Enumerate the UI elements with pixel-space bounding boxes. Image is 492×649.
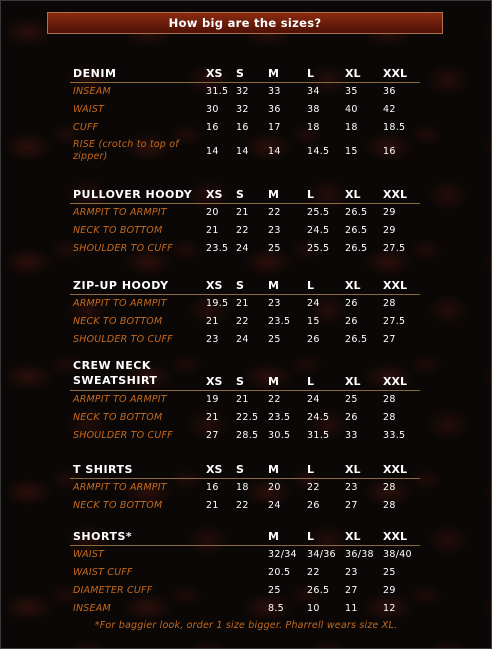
cell-value: 36 [383, 86, 396, 97]
cell-value: 24.5 [307, 412, 330, 423]
cell-value: 23.5 [268, 412, 291, 423]
cell-value: 22 [236, 316, 249, 327]
size-header-l: L [307, 67, 315, 80]
denim-table [70, 66, 420, 167]
size-header-xs: XS [206, 375, 223, 388]
table-row [70, 119, 420, 137]
cell-value: 25 [268, 243, 281, 254]
cell-value: 38 [307, 104, 320, 115]
zip-up-hoody-table [70, 278, 420, 349]
section-title-crew-neck-sweatshirt: CREW NECK SWEATSHIRT [73, 359, 158, 387]
cell-value: 33 [345, 430, 358, 441]
cell-value: 29 [383, 585, 396, 596]
cell-value: 22 [236, 500, 249, 511]
cell-value: 28 [383, 482, 396, 493]
cell-value: 16 [206, 482, 219, 493]
size-footnote: *For baggier look, order 1 size bigger. Pharrell wears size XL. [94, 620, 398, 631]
cell-value: 33.5 [383, 430, 406, 441]
cell-value: 34/36 [307, 549, 336, 560]
cell-value: 21 [206, 316, 219, 327]
size-header-l: L [307, 188, 315, 201]
size-header-s: S [236, 463, 244, 476]
cell-value: 20.5 [268, 567, 291, 578]
table-row [70, 497, 420, 515]
t-shirts-table [70, 462, 420, 515]
size-header-xxl: XXL [383, 279, 407, 292]
cell-value: 26 [345, 316, 358, 327]
section-title-shorts: SHORTS* [73, 530, 133, 543]
cell-value: 25.5 [307, 243, 330, 254]
size-header-xxl: XXL [383, 67, 407, 80]
table-row [70, 391, 420, 409]
cell-value: 28 [383, 394, 396, 405]
cell-value: 24 [236, 243, 249, 254]
cell-value: 36 [268, 104, 281, 115]
cell-value: 25.5 [307, 207, 330, 218]
size-header-l: L [307, 530, 315, 543]
cell-value: 21 [206, 412, 219, 423]
size-header-s: S [236, 375, 244, 388]
size-header-m: M [268, 463, 279, 476]
cell-value: 40 [345, 104, 358, 115]
cell-value: 24 [268, 500, 281, 511]
cell-value: 26 [345, 412, 358, 423]
cell-value: 19 [206, 394, 219, 405]
tshirts-header-row [70, 462, 420, 479]
cell-value: 27 [345, 500, 358, 511]
size-header-xs: XS [206, 463, 223, 476]
zipup-header-row [70, 278, 420, 295]
cell-value: 29 [383, 225, 396, 236]
cell-value: 26 [345, 298, 358, 309]
size-header-xxl: XXL [383, 463, 407, 476]
shorts-header-row [70, 529, 420, 546]
cell-value: 22.5 [236, 412, 259, 423]
section-title-denim: DENIM [73, 67, 117, 80]
cell-value: 18.5 [383, 122, 406, 133]
cell-value: 26 [307, 500, 320, 511]
row-label: SHOULDER TO CUFF [73, 334, 173, 345]
cell-value: 18 [345, 122, 358, 133]
row-label: DIAMETER CUFF [73, 585, 153, 596]
size-header-xs: XS [206, 67, 223, 80]
cell-value: 32 [236, 104, 249, 115]
cell-value: 14 [236, 146, 249, 157]
cell-value: 28.5 [236, 430, 259, 441]
cell-value: 22 [307, 567, 320, 578]
size-header-l: L [307, 279, 315, 292]
row-label: INSEAM [73, 86, 111, 97]
size-header-m: M [268, 530, 279, 543]
row-label: NECK TO BOTTOM [73, 225, 163, 236]
cell-value: 8.5 [268, 603, 285, 614]
cell-value: 22 [236, 225, 249, 236]
cell-value: 24 [307, 394, 320, 405]
size-header-xl: XL [345, 463, 361, 476]
cell-value: 32 [236, 86, 249, 97]
cell-value: 14 [206, 146, 219, 157]
cell-value: 21 [206, 225, 219, 236]
table-row [70, 564, 420, 582]
size-header-m: M [268, 67, 279, 80]
cell-value: 21 [236, 207, 249, 218]
size-header-xxl: XXL [383, 375, 407, 388]
size-header-xl: XL [345, 530, 361, 543]
cell-value: 23 [268, 298, 281, 309]
cell-value: 35 [345, 86, 358, 97]
cell-value: 25 [383, 567, 396, 578]
cell-value: 22 [307, 482, 320, 493]
row-label: NECK TO BOTTOM [73, 412, 163, 423]
section-title-pullover-hoody: PULLOVER HOODY [73, 188, 193, 201]
cell-value: 25 [345, 394, 358, 405]
cell-value: 23 [345, 567, 358, 578]
cell-value: 12 [383, 603, 396, 614]
size-header-xxl: XXL [383, 188, 407, 201]
cell-value: 42 [383, 104, 396, 115]
cell-value: 27.5 [383, 243, 406, 254]
cell-value: 28 [383, 500, 396, 511]
cell-value: 19.5 [206, 298, 229, 309]
cell-value: 36/38 [345, 549, 374, 560]
cell-value: 11 [345, 603, 358, 614]
cell-value: 28 [383, 298, 396, 309]
size-header-l: L [307, 375, 315, 388]
cell-value: 29 [383, 207, 396, 218]
size-header-l: L [307, 463, 315, 476]
cell-value: 17 [268, 122, 281, 133]
cell-value: 20 [268, 482, 281, 493]
cell-value: 14.5 [307, 146, 330, 157]
cell-value: 26.5 [345, 225, 368, 236]
cell-value: 23 [345, 482, 358, 493]
size-header-xl: XL [345, 67, 361, 80]
table-row [70, 600, 420, 618]
table-row [70, 331, 420, 349]
row-label: CUFF [73, 122, 99, 133]
cell-value: 25 [268, 334, 281, 345]
cell-value: 30.5 [268, 430, 291, 441]
cell-value: 24 [236, 334, 249, 345]
cell-value: 24.5 [307, 225, 330, 236]
size-header-xl: XL [345, 279, 361, 292]
table-row [70, 582, 420, 600]
table-row [70, 427, 420, 445]
row-label: INSEAM [73, 603, 111, 614]
size-header-m: M [268, 188, 279, 201]
cell-value: 27 [383, 334, 396, 345]
cell-value: 18 [307, 122, 320, 133]
cell-value: 34 [307, 86, 320, 97]
cell-value: 22 [268, 207, 281, 218]
cell-value: 16 [236, 122, 249, 133]
table-row [70, 137, 420, 167]
cell-value: 32/34 [268, 549, 297, 560]
size-header-xl: XL [345, 188, 361, 201]
row-label: WAIST [73, 104, 105, 115]
cell-value: 26.5 [345, 334, 368, 345]
pullover-hoody-table [70, 187, 420, 258]
table-row [70, 83, 420, 101]
cell-value: 33 [268, 86, 281, 97]
cell-value: 16 [206, 122, 219, 133]
table-row [70, 409, 420, 427]
cell-value: 26.5 [307, 585, 330, 596]
cell-value: 25 [268, 585, 281, 596]
pullover-header-row [70, 187, 420, 204]
size-header-xs: XS [206, 279, 223, 292]
cell-value: 38/40 [383, 549, 412, 560]
cell-value: 31.5 [206, 86, 229, 97]
cell-value: 23 [268, 225, 281, 236]
table-row [70, 313, 420, 331]
size-header-xs: XS [206, 188, 223, 201]
shorts-table [70, 529, 420, 618]
table-row [70, 222, 420, 240]
cell-value: 28 [383, 412, 396, 423]
cell-value: 16 [383, 146, 396, 157]
row-label: SHOULDER TO CUFF [73, 430, 173, 441]
crewneck-header-row [70, 358, 420, 391]
size-header-m: M [268, 375, 279, 388]
cell-value: 21 [236, 298, 249, 309]
cell-value: 10 [307, 603, 320, 614]
cell-value: 23 [206, 334, 219, 345]
cell-value: 22 [268, 394, 281, 405]
row-label: NECK TO BOTTOM [73, 500, 163, 511]
cell-value: 20 [206, 207, 219, 218]
size-header-m: M [268, 279, 279, 292]
cell-value: 31.5 [307, 430, 330, 441]
cell-value: 15 [345, 146, 358, 157]
crew-neck-sweatshirt-table [70, 358, 420, 445]
row-label: ARMPIT TO ARMPIT [73, 482, 167, 493]
cell-value: 21 [206, 500, 219, 511]
cell-value: 26.5 [345, 243, 368, 254]
cell-value: 26 [307, 334, 320, 345]
table-row [70, 295, 420, 313]
size-header-xxl: XXL [383, 530, 407, 543]
cell-value: 27 [345, 585, 358, 596]
table-row [70, 101, 420, 119]
table-row [70, 240, 420, 258]
cell-value: 27 [206, 430, 219, 441]
size-header-s: S [236, 188, 244, 201]
row-label: WAIST [73, 549, 105, 560]
cell-value: 24 [307, 298, 320, 309]
table-row [70, 204, 420, 222]
cell-value: 18 [236, 482, 249, 493]
row-label: ARMPIT TO ARMPIT [73, 394, 167, 405]
table-row [70, 479, 420, 497]
cell-value: 21 [236, 394, 249, 405]
row-label: SHOULDER TO CUFF [73, 243, 173, 254]
cell-value: 14 [268, 146, 281, 157]
row-label: WAIST CUFF [73, 567, 133, 578]
cell-value: 23.5 [206, 243, 229, 254]
size-header-xl: XL [345, 375, 361, 388]
table-row [70, 546, 420, 564]
section-title-zip-up-hoody: ZIP-UP HOODY [73, 279, 169, 292]
size-header-s: S [236, 279, 244, 292]
row-label: RISE (crotch to top of zipper) [73, 139, 179, 162]
row-label: ARMPIT TO ARMPIT [73, 207, 167, 218]
cell-value: 15 [307, 316, 320, 327]
cell-value: 30 [206, 104, 219, 115]
cell-value: 27.5 [383, 316, 406, 327]
cell-value: 26.5 [345, 207, 368, 218]
section-title-t-shirts: T SHIRTS [73, 463, 133, 476]
size-header-s: S [236, 67, 244, 80]
cell-value: 23.5 [268, 316, 291, 327]
row-label: ARMPIT TO ARMPIT [73, 298, 167, 309]
denim-header-row [70, 66, 420, 83]
row-label: NECK TO BOTTOM [73, 316, 163, 327]
page-title: How big are the sizes? [47, 12, 443, 34]
